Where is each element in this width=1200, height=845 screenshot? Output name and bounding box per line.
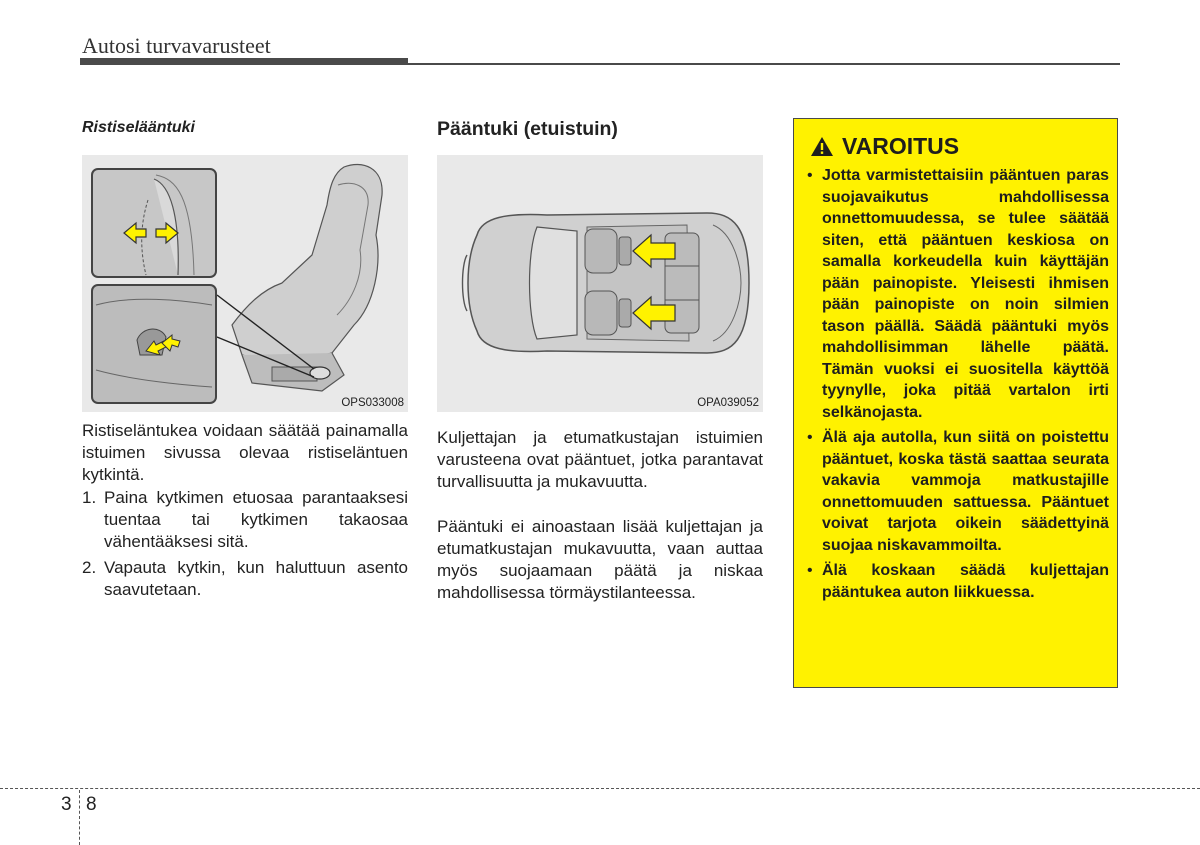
warning-text: Älä koskaan säädä kuljettajan pääntukea auton liikkuessa. [822,562,1109,601]
warning-text: Älä aja autolla, kun siitä on poistettu pääntuet, koska tästä saattaa seurata vakavia vammoja matkustajille onnettomuuden sattuessa. Pääntuet voivat tarjota oikein säädettyinä suojaa niskavammoilta. [822,429,1109,554]
list-number: 2. [82,558,97,577]
list-number: 1. [82,488,97,507]
warning-triangle-icon [810,136,834,157]
footer-rule [0,788,1200,789]
list-text: Vapauta kytkin, kun haluttuun asento saavutetaan. [104,558,408,599]
list-item [82,557,408,601]
warning-title: VAROITUS [842,133,960,159]
bullet: • [807,429,813,446]
warning-list [803,165,1109,607]
page-number: 8 [86,794,97,815]
headrest-paragraph-1: Kuljettajan ja etumatkustajan istuimien varusteena ovat pääntuet, jotka parantavat turvallisuutta ja mukavuutta. [437,428,763,491]
list-item [803,427,1109,556]
list-text: Paina kytkimen etuosaa parantaaksesi tuentaa tai kytkimen takaosaa vähentääksesi sitä. [104,488,408,551]
lumbar-subtitle: Ristiselääntuki [82,119,195,136]
headrest-title: Pääntuki (etuistuin) [437,118,618,140]
headrest-figure [437,155,763,412]
warning-text: Jotta varmistettaisiin pääntuen paras suojavaikutus mahdollisessa onnettomuudessa, se tulee säätää siten, että pääntuen keskiosa on samalla korkeudella kuin käyttäjän pään painopiste. Yleisesti ihmisen pään painopiste on noin silmien tason päällä. Säädä pääntuki myös mahdollisimman lähelle päätä. Tämän vuoksi ei suositella käyttöä tyynylle, joka pitää vartalon irti selkänojasta. [822,167,1109,421]
warning-box [793,118,1118,688]
warning-header [810,133,959,160]
list-item [82,487,408,553]
car-top-view-illustration [437,155,763,412]
lumbar-intro: Ristiseläntukea voidaan säätää painamalla istuimen sivussa olevaa ristiseläntuen kytkintä. [82,421,408,484]
seat-illustration [82,155,408,412]
footer-divider [79,790,80,845]
header-title: Autosi turvavarusteet [82,33,271,58]
figure-code: OPS033008 [341,397,404,409]
chapter-number: 3 [61,794,72,815]
headrest-paragraph-2: Pääntuki ei ainoastaan lisää kuljettajan ja etumatkustajan mukavuutta, vaan auttaa myös suojaamaan päätä ja niskaa mahdollisessa törmäystilanteessa. [437,517,763,602]
header-rule-thin [408,63,1120,65]
bullet: • [807,167,813,184]
list-item [803,560,1109,603]
figure-code: OPA039052 [697,397,759,409]
bullet: • [807,562,813,579]
lumbar-support-figure [82,155,408,412]
header-rule-thick [80,58,408,65]
list-item [803,165,1109,423]
